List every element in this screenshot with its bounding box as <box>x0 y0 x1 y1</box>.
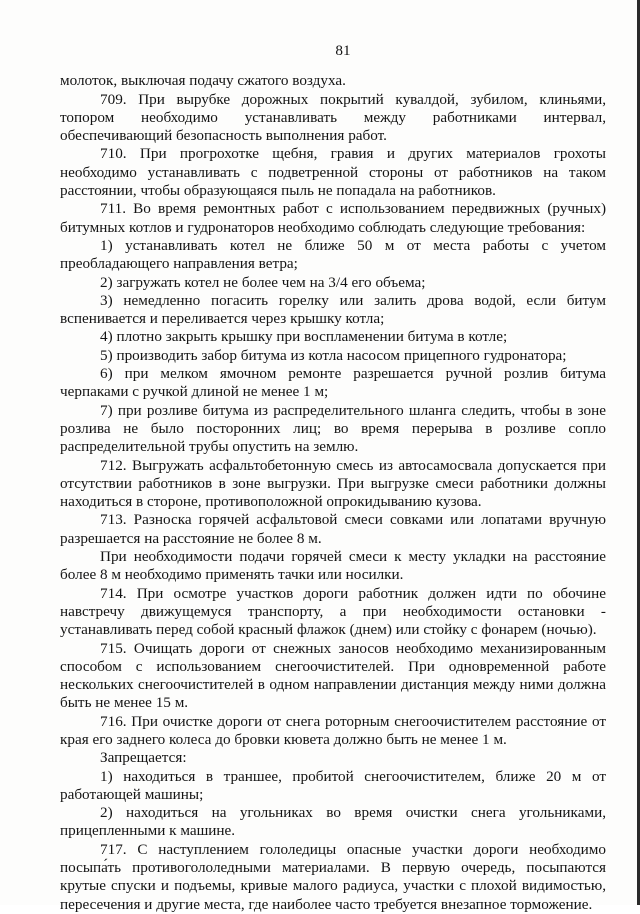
paragraph: 715. Очищать дороги от снежных заносов необходимо механизированным способом с использованием снегоочистителей. При одновременной работе нескольких снегоочистителей в одном направлении дистанция между ними должна быть не менее 15 м. <box>60 639 606 712</box>
paragraph: 2) загружать котел не более чем на 3/4 его объема; <box>100 273 426 291</box>
paragraph: 712. Выгружать асфальтобетонную смесь из автосамосвала допускается при отсутствии работников в зоне выгрузки. При выгрузке смеси работники должны находиться в стороне, противоположной опрокидыванию кузова. <box>60 456 606 511</box>
paragraph: 710. При прогрохотке щебня, гравия и других материалов грохоты необходимо устанавливать с подветренной стороны от работников на таком расстоянии, чтобы образующаяся пыль не попадала на работников. <box>60 145 606 200</box>
paragraph: 4) плотно закрыть крышку при воспламенении битума в котле; <box>100 328 508 346</box>
paragraph: 714. При осмотре участков дороги работник должен идти по обочине навстречу движущемуся транспорту, а при необходимости остановки - устанавливать перед собой красный флажок (днем) или стойку с фонарем (ночью). <box>60 584 606 639</box>
paragraph: 717. С наступлением гололедицы опасные участки дороги необходимо посыпа́ть противогололедными материалами. В первую очередь, посыпаются крутые спуски и подъемы, кривые малого радиуса, участки с плохой видимостью, пересечения и другие места, где наиболее часто требуется внезапное торможение. <box>60 840 606 913</box>
paragraph: 1) находиться в траншее, пробитой снегоочистителем, ближе 20 м от работающей машины; <box>60 767 606 803</box>
paragraph: Запрещается: <box>100 749 187 767</box>
paragraph: 1) устанавливать котел не ближе 50 м от места работы с учетом преобладающего направления ветра; <box>60 236 606 273</box>
paragraph: 3) немедленно погасить горелку или залить дрова водой, если битум вспенивается и переливается через крышку котла; <box>60 291 606 328</box>
paragraph: 2) находиться на угольниках во время очистки снега угольниками, прицепленными к машине. <box>60 804 606 840</box>
paragraph: 713. Разноска горячей асфальтовой смеси совками или лопатами вручную разрешается на расстояние не более 8 м. <box>60 511 606 547</box>
paragraph: 709. При вырубке дорожных покрытий кувалдой, зубилом, клиньями, топором необходимо устанавливать между работниками интервал, обеспечивающий безопасность выполнения работ. <box>60 90 606 145</box>
page-number: 81 <box>335 42 351 59</box>
paragraph: 5) производить забор битума из котла насосом прицепного гудронатора; <box>100 346 567 364</box>
paragraph: 6) при мелком ямочном ремонте разрешается ручной розлив битума черпаками с ручкой длиной не менее 1 м; <box>60 365 606 401</box>
paragraph: 711. Во время ремонтных работ с использованием передвижных (ручных) битумных котлов и гудронаторов необходимо соблюдать следующие требования: <box>60 200 606 236</box>
paragraph: 7) при розливе битума из распределительного шланга следить, чтобы в зоне розлива не было посторонних лиц; во время перерыва в розливе сопло распределительной трубы опустить на землю. <box>60 401 606 456</box>
paragraph: 716. При очистке дороги от снега роторным снегоочистителем расстояние от края его заднего колеса до бровки кювета должно быть не менее 1 м. <box>60 712 606 748</box>
paragraph: При необходимости подачи горячей смеси к месту укладки на расстояние более 8 м необходимо применять тачки или носилки. <box>60 548 606 584</box>
document-body <box>60 72 606 914</box>
paragraph: молоток, выключая подачу сжатого воздуха. <box>60 72 346 90</box>
